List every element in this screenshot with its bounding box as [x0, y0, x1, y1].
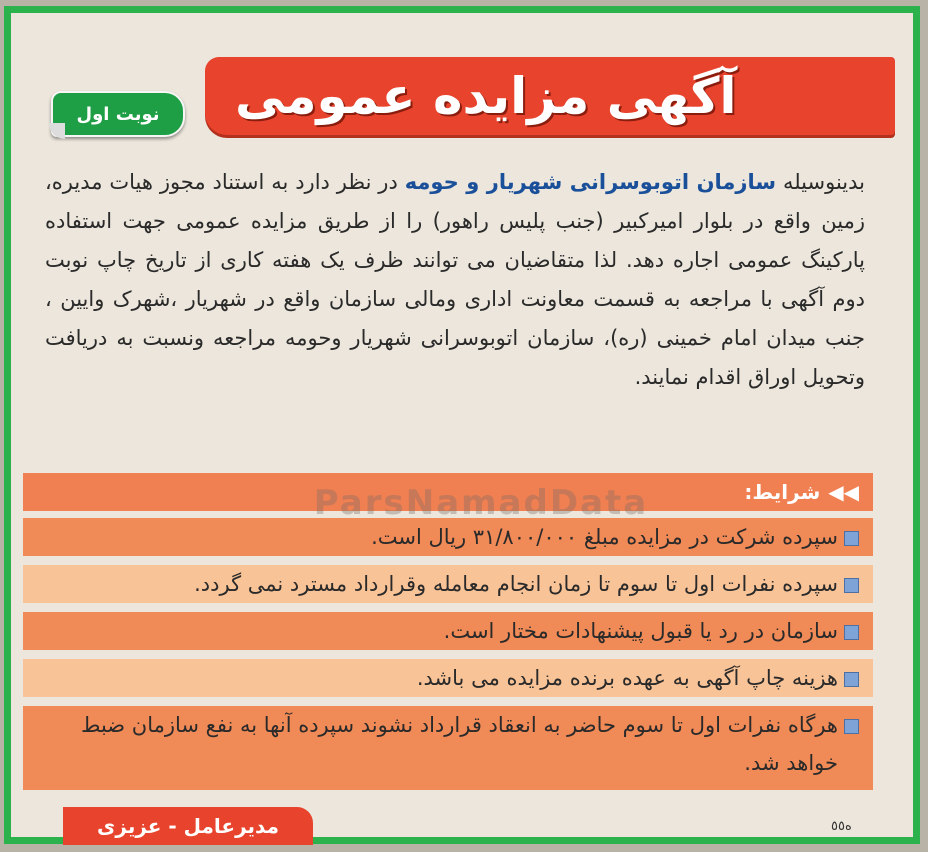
watermark: ParsNamadData: [313, 483, 649, 523]
condition-text: سازمان در رد یا قبول پیشنهادات مختار است.: [443, 619, 838, 643]
round-badge: [51, 91, 185, 137]
condition-text: سپرده نفرات اول تا سوم تا زمان انجام معامله وقرارداد مسترد نمی گردد.: [194, 572, 838, 596]
condition-text: هزینه چاپ آگهی به عهده برنده مزایده می باشد.: [416, 666, 838, 690]
title-banner: [205, 57, 895, 135]
ad-title: آگهی مزایده عمومی: [235, 67, 737, 125]
ad-frame: [4, 6, 920, 844]
condition-item: [23, 565, 873, 603]
condition-text: هرگاه نفرات اول تا سوم حاضر به انعقاد قرارداد نشوند سپرده آنها به نفع سازمان ضبط خواهد شد.: [81, 713, 838, 775]
condition-text: سپرده شرکت در مزایده مبلغ ۳۱/۸۰۰/۰۰۰ ریال است.: [371, 525, 838, 549]
condition-item: [23, 518, 873, 556]
bullet-square-icon: [844, 719, 859, 734]
signature-bar: [63, 807, 313, 845]
bullet-square-icon: [844, 531, 859, 546]
double-arrow-icon: ◀◀: [828, 480, 859, 504]
condition-item: [23, 706, 873, 790]
condition-item: [23, 612, 873, 650]
condition-item: [23, 659, 873, 697]
announcement-paragraph: [45, 163, 865, 397]
bullet-square-icon: [844, 578, 859, 593]
ad-paper: [11, 13, 913, 837]
badge-label: نوبت اول: [76, 103, 160, 125]
bullet-square-icon: [844, 672, 859, 687]
organization-name: سازمان اتوبوسرانی شهریار و حومه: [404, 170, 777, 194]
page-curl-icon: [49, 123, 65, 139]
paragraph-body: در نظر دارد به استناد مجوز هیات مدیره، زمین واقع در بلوار امیرکبیر (جنب پلیس راهور) را از طریق مزایده عمومی جهت استفاده پارکینگ عمومی اجاره دهد. لذا متقاضیان می توانند ظرف یک هفته کاری از تاریخ چاپ نوبت دوم آگهی با مراجعه به قسمت معاونت اداری ومالی سازمان واقع در شهریار ،شهرک وایین ، جنب میدان امام خمینی (ره)، سازمان اتوبوسرانی شهریار وحومه مراجعه ونسبت به دریافت وتحویل اوراق اقدام نمایند.: [45, 170, 865, 389]
paragraph-intro: بدینوسیله: [782, 170, 865, 194]
conditions-title: شرایط:: [744, 480, 821, 504]
ad-code: ه٥٥: [831, 819, 852, 834]
director-signature: مدیرعامل - عزیزی: [97, 814, 279, 838]
bullet-square-icon: [844, 625, 859, 640]
